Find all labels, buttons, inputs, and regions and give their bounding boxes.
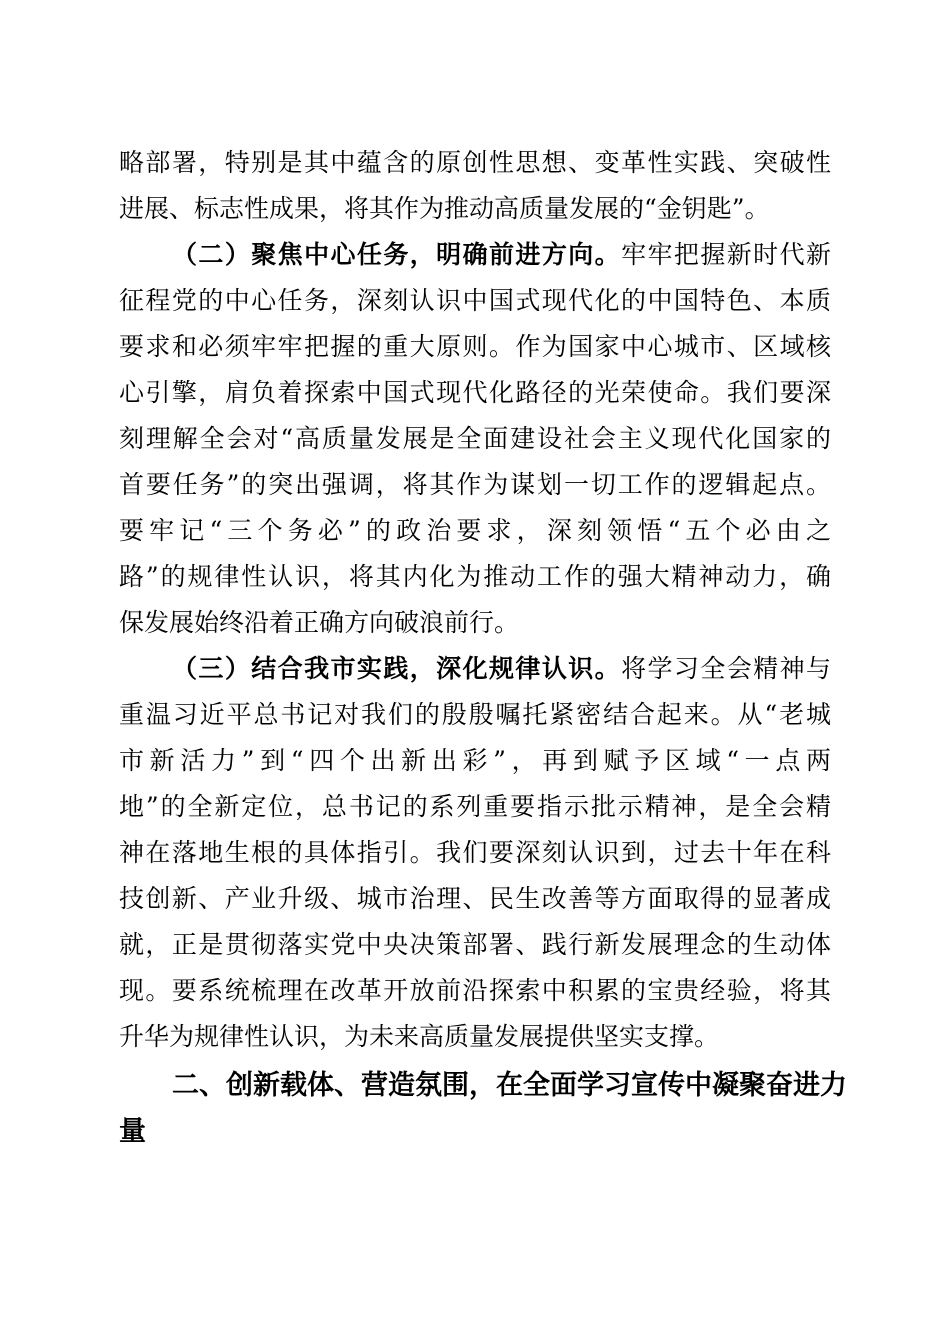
paragraph-line: 升华为规律性认识，为未来高质量发展提供坚实支撑。 (119, 1022, 720, 1051)
paragraph-line: 技创新、产业升级、城市治理、民生改善等方面取得的显著成 (119, 884, 831, 913)
paragraph-line: 地”的全新定位，总书记的系列重要指示批示精神，是全会精 (119, 792, 831, 821)
paragraph-line: 要牢记“三个务必”的政治要求，深刻领悟“五个必由之 (119, 516, 831, 545)
paragraph-line: 重温习近平总书记对我们的殷殷嘱托紧密结合起来。从“老城 (119, 700, 831, 729)
paragraph-line: 要求和必须牢牢把握的重大原则。作为国家中心城市、区域核 (119, 332, 831, 361)
paragraph-first-line (172, 238, 831, 272)
paragraph-line: 路”的规律性认识，将其内化为推动工作的强大精神动力，确 (119, 562, 831, 591)
paragraph-line: 就，正是贯彻落实党中央决策部署、践行新发展理念的生动体 (119, 930, 831, 959)
paragraph-line: 略部署，特别是其中蕴含的原创性思想、变革性实践、突破性 (119, 148, 831, 177)
paragraph-text: 牢牢把握新时代新 (621, 240, 831, 269)
paragraph-line: 现。要系统梳理在改革开放前沿探索中积累的宝贵经验，将其 (119, 976, 831, 1005)
paragraph-line: 刻理解全会对“高质量发展是全面建设社会主义现代化国家的 (119, 424, 831, 453)
paragraph-line: 征程党的中心任务，深刻认识中国式现代化的中国特色、本质 (119, 286, 831, 315)
paragraph-line: 首要任务”的突出强调，将其作为谋划一切工作的逻辑起点。 (119, 470, 831, 499)
paragraph-line: 神在落地生根的具体指引。我们要深刻认识到，过去十年在科 (119, 838, 831, 867)
paragraph-first-line (172, 652, 831, 686)
section-heading-continuation: 量 (119, 1116, 146, 1147)
section-heading: 二、创新载体、营造氛围，在全面学习宣传中凝聚奋进力 (172, 1070, 847, 1101)
paragraph-line: 市新活力”到“四个出新出彩”，再到赋予区域“一点两 (119, 746, 831, 775)
section-lead: （三）结合我市实践，深化规律认识。 (172, 654, 622, 683)
paragraph-line: 保发展始终沿着正确方向破浪前行。 (119, 608, 520, 637)
paragraph-line: 心引擎，肩负着探索中国式现代化路径的光荣使命。我们要深 (119, 378, 831, 407)
section-lead: （二）聚焦中心任务，明确前进方向。 (172, 240, 622, 269)
paragraph-line: 进展、标志性成果，将其作为推动高质量发展的“金钥匙”。 (119, 194, 770, 223)
paragraph-text: 将学习全会精神与 (621, 654, 831, 683)
